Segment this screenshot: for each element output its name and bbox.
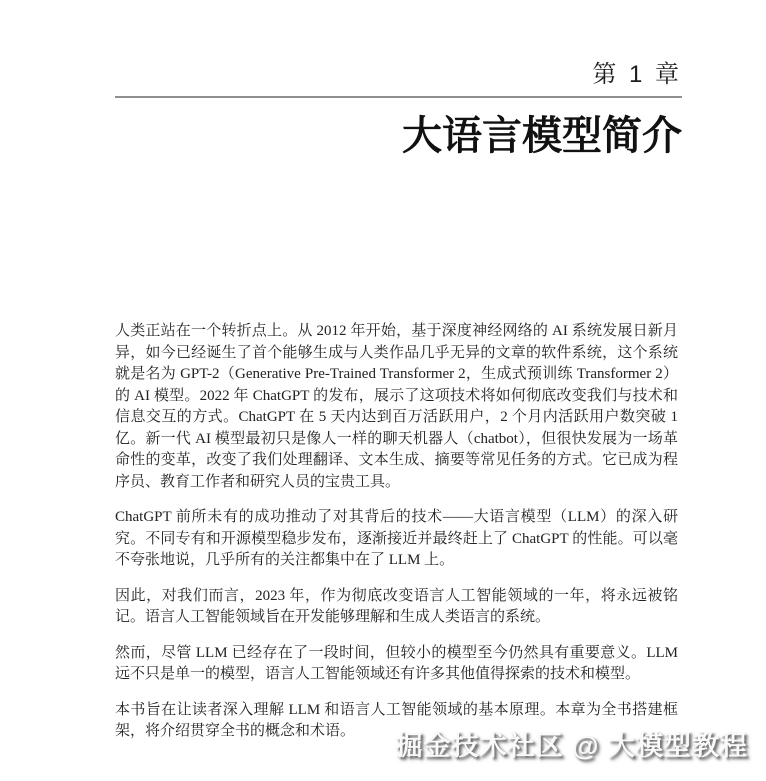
paragraph-5: 本书旨在让读者深入理解 LLM 和语言人工智能领域的基本原理。本章为全书搭建框架，将介绍贯穿全书的概念和术语。	[115, 701, 678, 739]
paragraph-2: ChatGPT 前所未有的成功推动了对其背后的技术——大语言模型（LLM）的深入研究。不同专有和开源模型稳步发布，逐渐接近并最终赶上了 ChatGPT 的性能。可以毫不夸张地说，几乎所有的关注都集中在了 LLM 上。	[115, 509, 678, 568]
paragraph-3: 因此，对我们而言，2023 年，作为彻底改变语言人工智能领域的一年，将永远被铭记。语言人工智能领域旨在开发能够理解和生成人类语言的系统。	[115, 587, 678, 625]
paragraph-4: 然而，尽管 LLM 已经存在了一段时间，但较小的模型至今仍然具有重要意义。LLM 远不只是单一的模型，语言人工智能领域还有许多其他值得探索的技术和模型。	[115, 644, 678, 682]
chapter-divider-rule	[115, 96, 682, 98]
watermark-text: 掘金技术社区 @ 大模型教程	[395, 731, 748, 761]
paragraph-1: 人类正站在一个转折点上。从 2012 年开始，基于深度神经网络的 AI 系统发展日新月异，如今已经诞生了首个能够生成与人类作品几乎无异的文章的软件系统，这个系统就是名为 GPT-2（Generative Pre-Trained Transformer 2，生成式预训练 Transformer 2）的 AI 模型。2022 年 ChatGPT 的发布，展示了这项技术将如何彻底改变我们与技术和信息交互的方式。ChatGPT 在 5 天内达到百万活跃用户，2 个月内活跃用户数突破 1 亿。新一代 AI 模型最初只是像人一样的聊天机器人（chatbot），但很快发展为一场革命性的变革，改变了我们处理翻译、文本生成、摘要等常见任务的方式。它已成为程序员、教育工作者和研究人员的宝贵工具。	[115, 323, 678, 490]
body-text	[115, 321, 678, 743]
chapter-title: 大语言模型简介	[402, 114, 682, 158]
chapter-label: 第 1 章	[592, 61, 682, 88]
